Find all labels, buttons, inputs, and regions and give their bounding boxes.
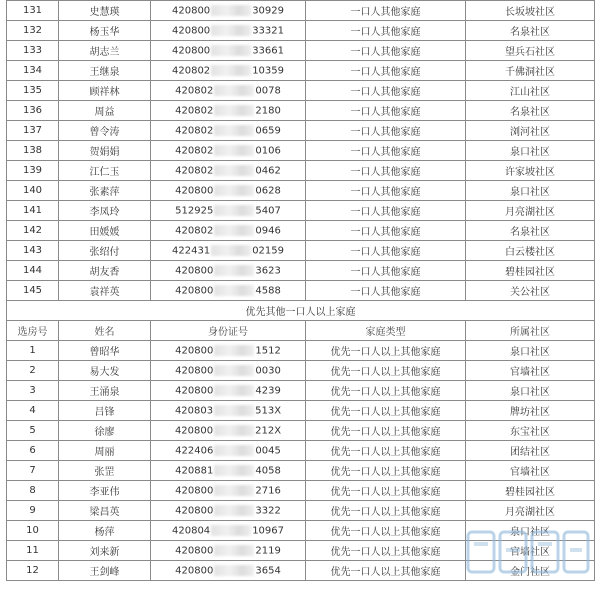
cell-type: 一口人其他家庭	[306, 81, 466, 101]
cell-id	[151, 221, 306, 241]
cell-type: 一口人其他家庭	[306, 141, 466, 161]
cell-community: 许家坡社区	[466, 161, 595, 181]
id-suffix: 0078	[255, 85, 281, 97]
id-redaction-mask	[214, 485, 254, 496]
cell-type: 一口人其他家庭	[306, 241, 466, 261]
cell-community: 月亮湖社区	[466, 201, 595, 221]
cell-type: 优先一口人以上其他家庭	[306, 441, 466, 461]
cell-id	[151, 521, 306, 541]
cell-community: 泉口社区	[466, 521, 595, 541]
id-prefix: 422406	[175, 445, 214, 457]
id-prefix: 420802	[175, 165, 214, 177]
cell-no: 140	[7, 181, 59, 201]
id-suffix: 02159	[252, 245, 284, 257]
cell-id	[151, 181, 306, 201]
cell-type: 优先一口人以上其他家庭	[306, 541, 466, 561]
cell-name: 吕锋	[59, 401, 151, 421]
header-no: 选房号	[7, 321, 59, 341]
id-redaction-mask	[211, 245, 251, 256]
cell-type: 优先一口人以上其他家庭	[306, 381, 466, 401]
cell-id	[151, 421, 306, 441]
cell-name: 周丽	[59, 441, 151, 461]
cell-name: 王继泉	[59, 61, 151, 81]
cell-community: 关公社区	[466, 281, 595, 301]
cell-type: 一口人其他家庭	[306, 281, 466, 301]
cell-community: 江山社区	[466, 81, 595, 101]
cell-community: 名泉社区	[466, 21, 595, 41]
cell-id	[151, 81, 306, 101]
id-prefix: 420800	[172, 45, 211, 57]
table-row	[7, 341, 595, 361]
table-row	[7, 241, 595, 261]
cell-type: 优先一口人以上其他家庭	[306, 481, 466, 501]
table-row	[7, 101, 595, 121]
cell-no: 135	[7, 81, 59, 101]
id-prefix: 420800	[172, 25, 211, 37]
cell-name: 王涌泉	[59, 381, 151, 401]
cell-no: 7	[7, 461, 59, 481]
cell-name: 徐廖	[59, 421, 151, 441]
id-suffix: 4239	[255, 385, 281, 397]
cell-community: 望兵石社区	[466, 41, 595, 61]
id-prefix: 420804	[172, 525, 211, 537]
section-title-row	[7, 301, 595, 321]
cell-name: 刘来新	[59, 541, 151, 561]
table-row	[7, 381, 595, 401]
cell-type: 优先一口人以上其他家庭	[306, 341, 466, 361]
cell-type: 一口人其他家庭	[306, 1, 466, 21]
cell-name: 顾祥林	[59, 81, 151, 101]
cell-type: 优先一口人以上其他家庭	[306, 421, 466, 441]
id-suffix: 2716	[255, 485, 281, 497]
cell-community: 金门社区	[466, 561, 595, 581]
cell-no: 5	[7, 421, 59, 441]
cell-name: 杨萍	[59, 521, 151, 541]
id-redaction-mask	[214, 385, 254, 396]
id-prefix: 420802	[175, 225, 214, 237]
header-name: 姓名	[59, 321, 151, 341]
cell-name: 江仁玉	[59, 161, 151, 181]
cell-community: 东宝社区	[466, 421, 595, 441]
cell-name: 张素萍	[59, 181, 151, 201]
id-redaction-mask	[214, 505, 254, 516]
cell-type: 一口人其他家庭	[306, 41, 466, 61]
id-suffix: 33321	[252, 25, 284, 37]
id-suffix: 10359	[252, 65, 284, 77]
table-row	[7, 221, 595, 241]
table-row	[7, 181, 595, 201]
id-suffix: 4588	[255, 285, 281, 297]
id-redaction-mask	[214, 545, 254, 556]
header-community: 所属社区	[466, 321, 595, 341]
cell-no: 12	[7, 561, 59, 581]
cell-name: 袁祥英	[59, 281, 151, 301]
cell-no: 11	[7, 541, 59, 561]
table-row	[7, 261, 595, 281]
table-row	[7, 421, 595, 441]
table-row	[7, 41, 595, 61]
table-header-row	[7, 321, 595, 341]
table-row	[7, 441, 595, 461]
section-title: 优先其他一口人以上家庭	[7, 301, 595, 321]
cell-name: 李亚伟	[59, 481, 151, 501]
id-redaction-mask	[214, 205, 254, 216]
table-row	[7, 201, 595, 221]
id-redaction-mask	[211, 525, 251, 536]
section1-body	[7, 1, 595, 301]
id-suffix: 2180	[255, 105, 281, 117]
id-prefix: 420800	[175, 265, 214, 277]
id-redaction-mask	[214, 365, 254, 376]
cell-community: 官墙社区	[466, 361, 595, 381]
table-row	[7, 541, 595, 561]
id-suffix: 2119	[255, 545, 281, 557]
cell-community: 泉口社区	[466, 341, 595, 361]
id-prefix: 420800	[175, 505, 214, 517]
id-redaction-mask	[214, 285, 254, 296]
id-suffix: 0030	[255, 365, 281, 377]
cell-type: 一口人其他家庭	[306, 61, 466, 81]
id-redaction-mask	[214, 405, 254, 416]
section2-body	[7, 341, 595, 581]
id-prefix: 420800	[175, 345, 214, 357]
table-row	[7, 481, 595, 501]
table-row	[7, 81, 595, 101]
header-type: 家庭类型	[306, 321, 466, 341]
cell-id	[151, 61, 306, 81]
cell-type: 一口人其他家庭	[306, 101, 466, 121]
cell-id	[151, 101, 306, 121]
id-prefix: 420800	[175, 485, 214, 497]
cell-id	[151, 441, 306, 461]
cell-community: 月亮湖社区	[466, 501, 595, 521]
cell-community: 白云楼社区	[466, 241, 595, 261]
cell-id	[151, 401, 306, 421]
cell-id	[151, 141, 306, 161]
id-prefix: 420800	[175, 365, 214, 377]
cell-type: 优先一口人以上其他家庭	[306, 361, 466, 381]
cell-type: 优先一口人以上其他家庭	[306, 461, 466, 481]
cell-name: 张罡	[59, 461, 151, 481]
cell-community: 长坂坡社区	[466, 1, 595, 21]
cell-type: 一口人其他家庭	[306, 181, 466, 201]
table-row	[7, 161, 595, 181]
cell-id	[151, 41, 306, 61]
cell-no: 134	[7, 61, 59, 81]
cell-name: 胡志兰	[59, 41, 151, 61]
cell-type: 一口人其他家庭	[306, 121, 466, 141]
section2-title-block	[7, 301, 595, 341]
cell-community: 碧桂园社区	[466, 481, 595, 501]
id-redaction-mask	[214, 265, 254, 276]
id-prefix: 420800	[175, 385, 214, 397]
cell-no: 9	[7, 501, 59, 521]
cell-no: 136	[7, 101, 59, 121]
cell-community: 千佛洞社区	[466, 61, 595, 81]
cell-name: 张绍付	[59, 241, 151, 261]
table-row	[7, 401, 595, 421]
id-redaction-mask	[214, 345, 254, 356]
cell-id	[151, 541, 306, 561]
id-prefix: 420802	[175, 85, 214, 97]
cell-id	[151, 281, 306, 301]
id-suffix: 3654	[255, 565, 281, 577]
cell-type: 一口人其他家庭	[306, 261, 466, 281]
table-row	[7, 281, 595, 301]
id-prefix: 420800	[174, 425, 214, 437]
cell-id	[151, 241, 306, 261]
cell-no: 141	[7, 201, 59, 221]
id-redaction-mask	[214, 105, 254, 116]
cell-id	[151, 161, 306, 181]
cell-no: 143	[7, 241, 59, 261]
cell-name: 史慧瑛	[59, 1, 151, 21]
cell-type: 一口人其他家庭	[306, 221, 466, 241]
id-suffix: 212X	[255, 425, 282, 437]
cell-community: 泉口社区	[466, 381, 595, 401]
cell-community: 牌坊社区	[466, 401, 595, 421]
cell-type: 一口人其他家庭	[306, 161, 466, 181]
id-prefix: 420881	[175, 465, 214, 477]
id-redaction-mask	[214, 465, 254, 476]
cell-no: 137	[7, 121, 59, 141]
id-prefix: 420800	[175, 545, 214, 557]
cell-type: 优先一口人以上其他家庭	[306, 501, 466, 521]
id-redaction-mask	[211, 65, 251, 76]
cell-no: 8	[7, 481, 59, 501]
cell-type: 一口人其他家庭	[306, 201, 466, 221]
id-redaction-mask	[214, 225, 254, 236]
housing-allocation-table	[6, 0, 595, 581]
table-row	[7, 21, 595, 41]
cell-no: 1	[7, 341, 59, 361]
id-prefix: 420802	[175, 145, 214, 157]
cell-id	[151, 501, 306, 521]
id-redaction-mask	[214, 125, 254, 136]
cell-id	[151, 381, 306, 401]
cell-id	[151, 201, 306, 221]
table-row	[7, 521, 595, 541]
id-suffix: 0628	[255, 185, 281, 197]
cell-id	[151, 481, 306, 501]
cell-no: 132	[7, 21, 59, 41]
cell-id	[151, 21, 306, 41]
id-suffix: 30929	[252, 5, 284, 17]
cell-no: 133	[7, 41, 59, 61]
id-suffix: 0106	[255, 145, 281, 157]
id-redaction-mask	[214, 85, 254, 96]
cell-id	[151, 261, 306, 281]
id-prefix: 420803	[174, 405, 214, 417]
cell-type: 优先一口人以上其他家庭	[306, 521, 466, 541]
cell-type: 优先一口人以上其他家庭	[306, 401, 466, 421]
cell-no: 145	[7, 281, 59, 301]
id-suffix: 10967	[252, 525, 284, 537]
id-suffix: 0659	[255, 125, 281, 137]
id-redaction-mask	[211, 45, 251, 56]
cell-community: 名泉社区	[466, 101, 595, 121]
cell-id	[151, 561, 306, 581]
id-redaction-mask	[214, 445, 254, 456]
table-row	[7, 141, 595, 161]
table-row	[7, 121, 595, 141]
cell-community: 浏河社区	[466, 121, 595, 141]
cell-community: 泉口社区	[466, 181, 595, 201]
id-suffix: 5407	[255, 205, 281, 217]
cell-community: 官墙社区	[466, 461, 595, 481]
cell-no: 144	[7, 261, 59, 281]
cell-name: 李凤玲	[59, 201, 151, 221]
id-suffix: 4058	[255, 465, 281, 477]
cell-no: 6	[7, 441, 59, 461]
cell-community: 官墙社区	[466, 541, 595, 561]
cell-id	[151, 461, 306, 481]
id-suffix: 0462	[255, 165, 281, 177]
cell-no: 138	[7, 141, 59, 161]
cell-no: 10	[7, 521, 59, 541]
table-row	[7, 501, 595, 521]
cell-community: 泉口社区	[466, 141, 595, 161]
id-redaction-mask	[214, 425, 254, 436]
id-prefix: 422431	[172, 245, 211, 257]
id-suffix: 1512	[255, 345, 281, 357]
cell-no: 131	[7, 1, 59, 21]
cell-name: 曾令涛	[59, 121, 151, 141]
id-suffix: 3623	[255, 265, 281, 277]
cell-community: 碧桂园社区	[466, 261, 595, 281]
cell-community: 团结社区	[466, 441, 595, 461]
cell-type: 一口人其他家庭	[306, 21, 466, 41]
cell-id	[151, 361, 306, 381]
table-row	[7, 361, 595, 381]
cell-no: 2	[7, 361, 59, 381]
id-prefix: 420802	[172, 65, 211, 77]
id-redaction-mask	[211, 5, 251, 16]
cell-no: 142	[7, 221, 59, 241]
cell-name: 曾昭华	[59, 341, 151, 361]
table-row	[7, 461, 595, 481]
cell-type: 优先一口人以上其他家庭	[306, 561, 466, 581]
id-redaction-mask	[214, 185, 254, 196]
table-row	[7, 1, 595, 21]
header-id: 身份证号	[151, 321, 306, 341]
id-redaction-mask	[214, 165, 254, 176]
cell-name: 周益	[59, 101, 151, 121]
id-redaction-mask	[211, 25, 251, 36]
cell-id	[151, 1, 306, 21]
id-suffix: 0045	[255, 445, 281, 457]
cell-name: 杨玉华	[59, 21, 151, 41]
cell-no: 139	[7, 161, 59, 181]
id-prefix: 420802	[175, 125, 214, 137]
cell-id	[151, 121, 306, 141]
cell-name: 王剑峰	[59, 561, 151, 581]
id-prefix: 420800	[175, 185, 214, 197]
id-prefix: 420802	[175, 105, 214, 117]
cell-no: 4	[7, 401, 59, 421]
table-row	[7, 561, 595, 581]
id-prefix: 512925	[175, 205, 214, 217]
cell-id	[151, 341, 306, 361]
id-suffix: 0946	[255, 225, 281, 237]
cell-name: 梁昌英	[59, 501, 151, 521]
id-prefix: 420800	[175, 565, 214, 577]
cell-name: 易大发	[59, 361, 151, 381]
cell-name: 贺娟娟	[59, 141, 151, 161]
id-prefix: 420800	[172, 5, 211, 17]
id-suffix: 3322	[255, 505, 281, 517]
cell-no: 3	[7, 381, 59, 401]
cell-community: 名泉社区	[466, 221, 595, 241]
id-redaction-mask	[214, 565, 254, 576]
id-suffix: 33661	[252, 45, 284, 57]
cell-name: 田媛媛	[59, 221, 151, 241]
id-redaction-mask	[214, 145, 254, 156]
table-row	[7, 61, 595, 81]
id-prefix: 420800	[175, 285, 214, 297]
cell-name: 胡友香	[59, 261, 151, 281]
id-suffix: 513X	[255, 405, 282, 417]
